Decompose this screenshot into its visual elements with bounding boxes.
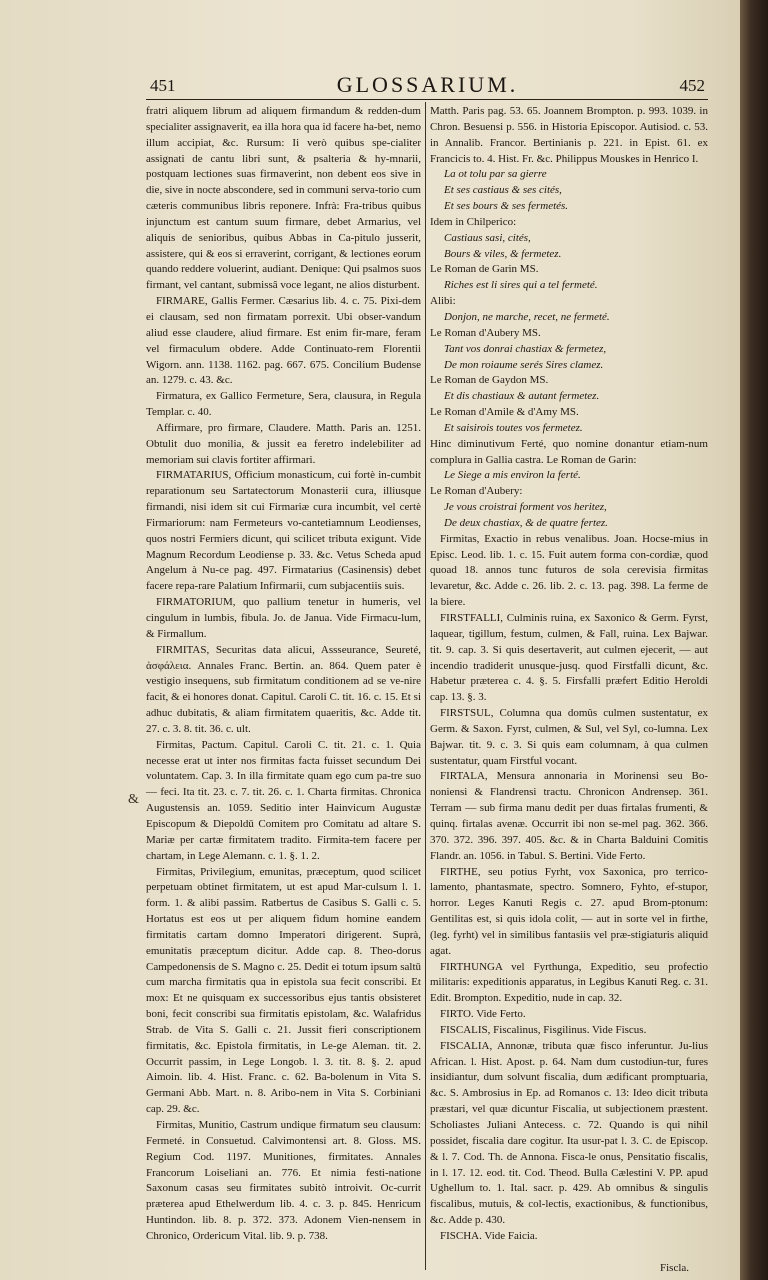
right-column-paragraph: FIRSTFALLI, Culminis ruina, ex Saxonico & Germ. Fyrst, laquear, tigillum, festum, culmen, & Fall, ruina. Lex Bajwar. tit. 9. cap. 3. Si quis desertaverit, aut culmen ejecerit, — aut incendio tradiderit unusque-jusq. quod Firstfalli dicunt, &c. Habetur præterea c. 4. §. 5. Firsfalli præfert Editio Heroldi cap. 13. §. 3. <box>430 612 708 704</box>
right-column-paragraph: Le Roman d'Amile & d'Amy MS. <box>430 406 579 419</box>
left-column-paragraph: FIRMATARIUS, Officium monasticum, cui fortè in-cumbit reparationum seu Sartatectorum Monasterii cura, illiusque firmandi, nisi idem sit cui Firmariæ cura incumbit, vel certè Firmariorum: nam Fermeteurs vo-cantetiamnum Leodienses, quos nostri Fermiers dicunt, qui scilicet tributa exigunt. Vide Magnum Recordum Leodiense p. 33. &c. Vetus Scheda apud Angelum à Nu-ce pag. 497. Firmatarius (Casinensis) debet facere repa-rare Palatium Infirmarii, cum subjacentiis suis. <box>146 469 421 593</box>
right-column-paragraph: Et dis chastiaux & autant fermetez. <box>444 390 600 403</box>
running-header <box>150 70 705 100</box>
right-column-paragraph: Tant vos donrai chastiax & fermetez, <box>444 342 607 355</box>
right-column-paragraph: FISCHA. Vide Faicia. <box>440 1229 538 1242</box>
right-column <box>430 104 708 1245</box>
column-divider <box>425 102 426 1270</box>
catchword: Fiscla. <box>660 1262 690 1274</box>
right-column-paragraph: FISCALIS, Fiscalinus, Fisgilinus. Vide Fiscus. <box>440 1023 647 1036</box>
right-column-paragraph: FIRTHUNGA vel Fyrthunga, Expeditio, seu profectio militaris: expeditionis apparatus, in Legibus Kanuti Reg. c. 31. Edit. Brompton. Expeditio, nude in cap. 32. <box>430 960 708 1005</box>
left-column-paragraph: Firmitas, Munitio, Castrum undique firmatum seu clausum: Fermeté. in Consuetud. Calvimontensi art. 8. Gloss. MS. Regium Cod. 1197. Munitiones, firmitates. Annales Francorum Loiseliani an. 776. Et nimia festi-natione Saxonum casas seu firmitates subitò introivit. Oc-currit præterea apud Ethelwerdum lib. 4. c. 3. p. 845. Henricum Huntindon. lib. 8. p. 372. 373. Adonem Vien-nensem in Chronico, Ordericum Vital. lib. 9. p. 738. <box>146 1119 421 1242</box>
right-column-paragraph: Je vous croistrai forment vos heritez, <box>444 501 607 514</box>
right-column-paragraph: La ot tolu par sa gierre <box>444 168 547 181</box>
right-column-paragraph: Et ses castiaus & ses cités, <box>444 184 562 197</box>
page-title: GLOSSARIUM. <box>336 72 519 97</box>
right-column-paragraph: Matth. Paris pag. 53. 65. Joannem Brompton. p. 993. 1039. in Chron. Besuensi p. 556. in Historia Episcopor. Autisiod. c. 53. in Annalib. Francor. Bertinianis p. 221. in Epist. 61. ex Francicis to. 4. Hist. Fr. &c. Philippus Mouskes in Henrico I. <box>430 105 708 165</box>
left-column-paragraph: FIRMATORIUM, quo pallium tenetur in humeris, vel cingulum in lumbis, fibula. Jo. de Janua. Vide Firmacu-lum, & Firmallum. <box>146 596 421 640</box>
right-column-paragraph: Idem in Chilperico: <box>430 215 517 228</box>
right-column-paragraph: Firmitas, Exactio in rebus venalibus. Joan. Hocse-mius in Episc. Leod. lib. 1. c. 15. Fuit autem forma con-cordiæ, quod quoad 18. annos tunc futuros de sola cerevisia firmitas levaretur, &c. Adde c. 26. lib. 2. c. 13. pag. 398. La ferme de la biere. <box>430 532 708 609</box>
right-column-paragraph: Le Roman de Garin MS. <box>430 263 539 276</box>
right-column-paragraph: De deux chastiax, & de quatre fertez. <box>444 516 608 529</box>
right-column-paragraph: Castiaus sasi, cités, <box>444 231 531 244</box>
right-column-paragraph: FIRTALA, Mensura annonaria in Morinensi seu Bo-noniensi & Flandrensi tractu. Chronicon Andrensep. 361. Terram — sub firma manu dedit per duas firtalas frumenti, & quinq. firtalas avenæ. Occurrit ibi non se-mel pag. 362. 366. 370. 372. 396. 397. 405. &c. & in Charta Balduini Comitis Flandr. an. 1056. in Tabul. S. Bertini. Vide Ferto. <box>430 770 708 862</box>
right-column-paragraph: Bours & viles, & fermetez. <box>444 247 562 260</box>
right-column-paragraph: Hinc diminutivum Ferté, quo nomine donantur etiam-num complura in Gallia castra. Le Roman de Garin: <box>430 437 708 466</box>
right-column-paragraph: Le Roman d'Aubery MS. <box>430 326 541 339</box>
right-column-paragraph: Le Roman de Gaydon MS. <box>430 374 549 387</box>
page-number-left: 451 <box>150 76 176 95</box>
page-number-right: 452 <box>679 76 705 95</box>
left-column-paragraph: Affirmare, pro firmare, Claudere. Matth. Paris an. 1251. Obtulit duo monilia, & jussit ea feretro indelebiliter ad memoriam sui clavis fortiter affirmari. <box>146 421 421 466</box>
right-column-paragraph: Et ses bours & ses fermetés. <box>444 200 569 213</box>
left-column-paragraph: FIRMARE, Gallis Fermer. Cæsarius lib. 4. c. 75. Pixi-dem ei clausam, sed non firmatam porrexit. Ubi obser-vandum aliud esse claudere, aliud firmare. Est enim fir-mare, feram vel firmaculum obdere. Adde Continuato-rem Florentii Wigorn. ann. 1138. 1162. pag. 667. 675. Concilium Budense an. 1279. c. 43. &c. <box>146 295 421 387</box>
left-column-paragraph: fratri aliquem librum ad aliquem firmandum & redden-dum specialiter assignaverit, ea illa hora qua id facere ha-bet, nemo illum accipiat, &c. Rursum: Ii verò quibus spe-cialiter assignati de cantu libri sunt, & psalteria & hy-mnarii, postquam lectiones suas firmaverint, non debent eos sive in die, sive in nocte abscondere, sed in communi serva-torio cum cæteris communibus libris reponere. Infrà: Fra-tribus quibus injunctum est cantum suum firmare, debet Armarius, vel aliquis de senioribus, quibus Abbas in Ca-pitulo jusserit, assistere, qui & eos si erraverint, corrigant, & lectiones eorum quando reddere voluerint, audiant. Denique: Qui psalmos suos firmant, vel cantant, submissâ voce legant, ne alios disturbent. <box>146 105 421 292</box>
right-column-paragraph: Le Roman d'Aubery: <box>430 485 523 498</box>
left-column-paragraph: FIRMITAS, Securitas data alicui, Assseurance, Seureté, ἀσφάλεια. Annales Franc. Bertin. an. 864. Quem pater è vestigio insequens, sub firmitatum conditionem ad se ve-nire facit, & ei honores donat. Capitul. Caroli C. tit. 16. c. 15. Et si adhuc dubitatis, & aliam firmitatem quaeritis, &c. Adde tit. 27. c. 3. 8. tit. 36. c. ult. <box>146 643 421 735</box>
left-column-paragraph: Firmatura, ex Gallico Fermeture, Sera, clausura, in Regula Templar. c. 40. <box>146 390 421 419</box>
right-column-paragraph: De mon roiaume serés Sires clamez. <box>444 358 604 371</box>
right-column-paragraph: FIRTHE, seu potius Fyrht, vox Saxonica, pro terrico-lamento, phantasmate, spectro. Somnero, Fyhto, ef-stupor, horror. Leges Kanuti Regis c. 27. apud Brom-ptonum: Gentilitas est, si quis idola colit, — aut in sorte vel in firthe, (leg. fyrht) vel in similibus fantasiis vel præ-stigiaturis aliquid agat. <box>430 865 708 957</box>
header-rule <box>146 99 708 100</box>
left-column <box>146 104 421 1245</box>
right-column-paragraph: Donjon, ne marche, recet, ne fermeté. <box>444 310 610 323</box>
right-column-paragraph: FIRSTSUL, Columna qua domûs culmen sustentatur, ex Germ. & Saxon. Fyrst, culmen, & Sul, vel Syl, co-lumna. Lex Bajwar. tit. 9. c. 3. Si quis eam columnam, à qua culmen sustentatur, quam Firstful vocant. <box>430 707 708 767</box>
right-column-paragraph: Le Siege a mis environ la ferté. <box>444 469 581 482</box>
right-column-paragraph: FIRTO. Vide Ferto. <box>440 1008 526 1021</box>
margin-mark: & <box>128 792 139 807</box>
right-column-paragraph: FISCALIA, Annonæ, tributa quæ fisco inferuntur. Ju-lius African. l. Hist. Apost. p. 64. Nam dum custodiun-tur, fures insidiantur, dum solvunt fiscalia, dum ædificant promptuaria, &c. S. Ambrosius in Ep. ad Romanos c. 13: Ideo dicit tributa præstari, vel quæ dicuntur Fiscalia, ut subjectionem præstent. Scholiastes Juliani Antecess. c. 72. Quando is qui nihil possidet, fiscalia dare cogitur. Ita usur-pat l. 3. C. de Episcop. & l. 7. Cod. Th. de Annona. Fisca-le onus, Pensitatio fiscalis, in l. 17. 12. eod. tit. Cod. Theod. Bulla Cælestini V. PP. apud Ughellum to. 1. Ital. sacr. p. 429. Ab omnibus & singulis fiscalibus, mutuis, & col-lectis, exactionibus, & functionibus, &c. Adde p. 430. <box>430 1039 708 1227</box>
right-column-paragraph: Et saisirois toutes vos fermetez. <box>444 421 583 434</box>
right-column-paragraph: Alibi: <box>430 295 456 308</box>
right-column-paragraph: Riches est li sires qui a tel fermeté. <box>444 279 598 292</box>
book-edge <box>740 0 768 1280</box>
left-column-paragraph: Firmitas, Pactum. Capitul. Caroli C. tit. 21. c. 1. Quia necesse erat ut inter nos firmitas facta fuisset secundum Dei voluntatem. Cap. 3. In illa firmitate quam ego cum pa-tre suo — feci. Ita tit. 23. c. 7. tit. 26. c. 1. Charta firmitas. Chronica Augustensis an. 1059. Seditio inter Hainvicum Augustæ Episcopum & Diepoldū Comitem pro Comitatu ad altare S. Mariæ per cartæ firmitatem tradito. Firmita-tem facere per chartam, in Lege Alemann. c. 1. §. 1. 2. <box>146 738 421 862</box>
left-column-paragraph: Firmitas, Privilegium, emunitas, præceptum, quod scilicet perpetuam obtinet firmitatem, ut est apud Mar-culsum l. 1. form. 1. & alibi passim. Ratbertus de Casibus S. Galli c. 5. Hortatus est eos ut per aliquem fidum homine eandem firmitatis cartam domno Imperatori dirigerent. Suprà, emunitatis præceptum dicitur. Adde cap. 8. Theo-dorus Campedonensis de S. Magno c. 25. Dedit ei totum ipsum saltū cum marcha firmitatis qua in epistola sua fecit conscribi. Et mox: Et ne quisquam ex successoribus ejus tantis obsisteret boni, fecit conscribi sua firmitatis epistolam, &c. Walafridus Strab. de Vita S. Galli c. 21. Jussit fieri conscriptionem firmitatis, &c. Epistola firmitatis, in Le-ge Aleman. tit. 2. Occurrit passim, in Lege Longob. l. 3. tit. 8. §. 2. apud Aimoin. lib. 4. Hist. Franc. c. 62. Ba-bolenum in Vita S. Germani Abb. Mart. n. 8. Aribo-nem in Vita S. Corbiniani cap. 29. &c. <box>146 865 421 1116</box>
